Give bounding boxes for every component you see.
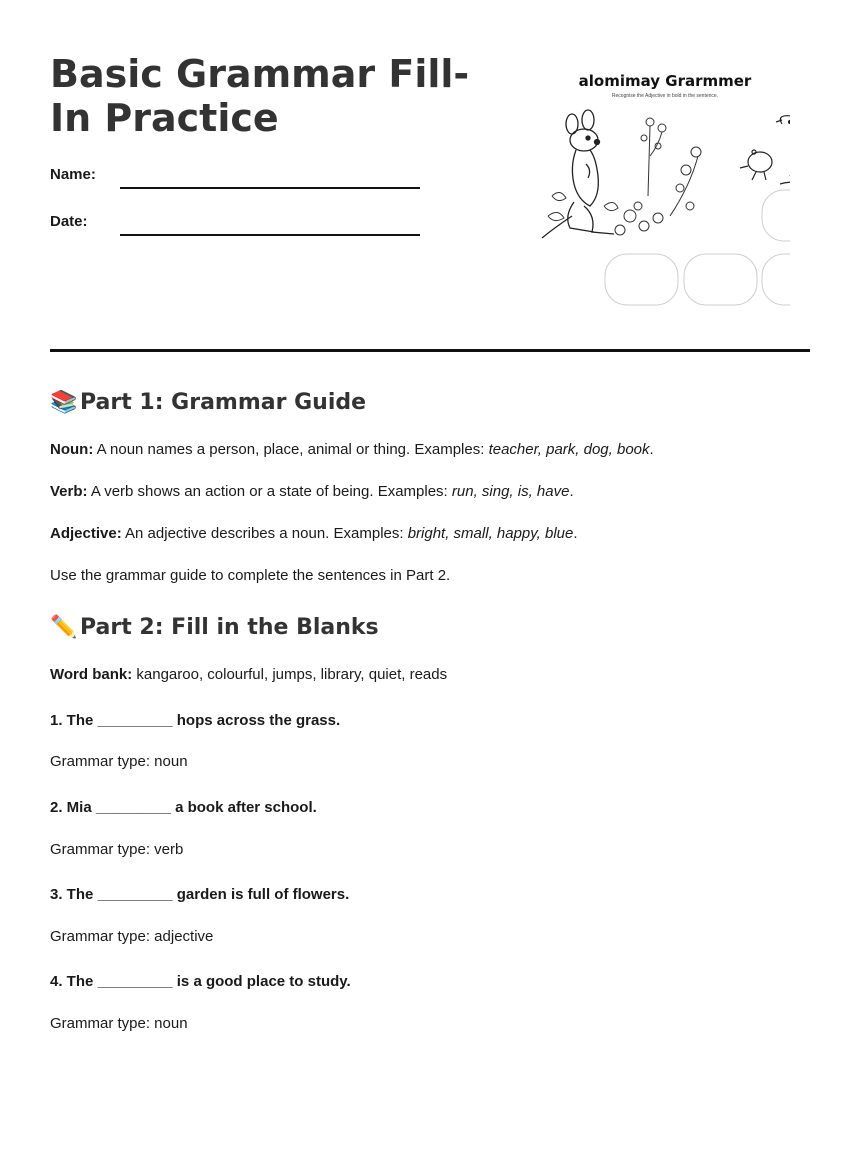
illustration-subtitle: Recognise the Adjective in bold in the sentence. — [611, 93, 719, 99]
part2-heading-text: Part 2: Fill in the Blanks — [80, 615, 379, 640]
part1-heading — [50, 390, 366, 415]
worksheet-illustration — [540, 66, 790, 308]
kangaroo-icon — [542, 110, 614, 238]
answer-box — [762, 254, 790, 305]
question-3[interactable]: 3. The _________ garden is full of flowers. — [50, 886, 350, 903]
noun-end: . — [649, 441, 654, 458]
verb-examples: run, sing, is, have — [451, 483, 570, 500]
adjective-definition — [50, 525, 578, 542]
chick-icon — [740, 150, 772, 180]
word-bank-label: Word bank: — [50, 666, 133, 683]
answer-box — [762, 190, 790, 241]
pencil-icon: ✏️ — [50, 615, 78, 640]
grammar-type-4: Grammar type: noun — [50, 1015, 188, 1032]
verb-definition — [50, 483, 574, 500]
word-bank — [50, 666, 447, 683]
verb-end: . — [569, 483, 574, 500]
kangaroo-bird-drawing — [540, 66, 790, 308]
grammar-type-3: Grammar type: adjective — [50, 928, 214, 945]
part2-heading — [50, 615, 379, 640]
question-1[interactable]: 1. The _________ hops across the grass. — [50, 712, 341, 729]
part1-heading-text: Part 1: Grammar Guide — [80, 390, 367, 415]
worksheet-page — [50, 0, 810, 1161]
answer-box — [684, 254, 757, 305]
name-label: Name: — [50, 166, 96, 183]
section-divider — [50, 349, 810, 352]
name-field-line[interactable] — [120, 187, 420, 189]
adjective-end: . — [573, 525, 578, 542]
noun-definition — [50, 441, 654, 458]
answer-box — [605, 254, 678, 305]
bird-icon — [776, 116, 790, 192]
question-2[interactable]: 2. Mia _________ a book after school. — [50, 799, 317, 816]
noun-examples: teacher, park, dog, book — [488, 441, 650, 458]
date-field-line[interactable] — [120, 234, 420, 236]
grammar-type-2: Grammar type: verb — [50, 841, 184, 858]
noun-text: A noun names a person, place, animal or thing. Examples: — [93, 441, 489, 458]
word-bank-words: kangaroo, colourful, jumps, library, quiet, reads — [132, 666, 448, 683]
grammar-type-1: Grammar type: noun — [50, 753, 188, 770]
verb-text: A verb shows an action or a state of being. Examples: — [87, 483, 452, 500]
answer-boxes — [605, 190, 790, 305]
adjective-examples: bright, small, happy, blue — [407, 525, 574, 542]
books-icon: 📚 — [50, 390, 78, 415]
page-title: Basic Grammar Fill-In Practice — [50, 52, 470, 140]
verb-term: Verb: — [50, 483, 88, 500]
illustration-title: alomimay Grarmmer — [578, 72, 752, 90]
part1-instruction: Use the grammar guide to complete the sentences in Part 2. — [50, 567, 451, 584]
date-label: Date: — [50, 213, 88, 230]
adjective-term: Adjective: — [50, 525, 122, 542]
question-4[interactable]: 4. The _________ is a good place to study. — [50, 973, 351, 990]
adjective-text: An adjective describes a noun. Examples: — [121, 525, 408, 542]
noun-term: Noun: — [50, 441, 94, 458]
